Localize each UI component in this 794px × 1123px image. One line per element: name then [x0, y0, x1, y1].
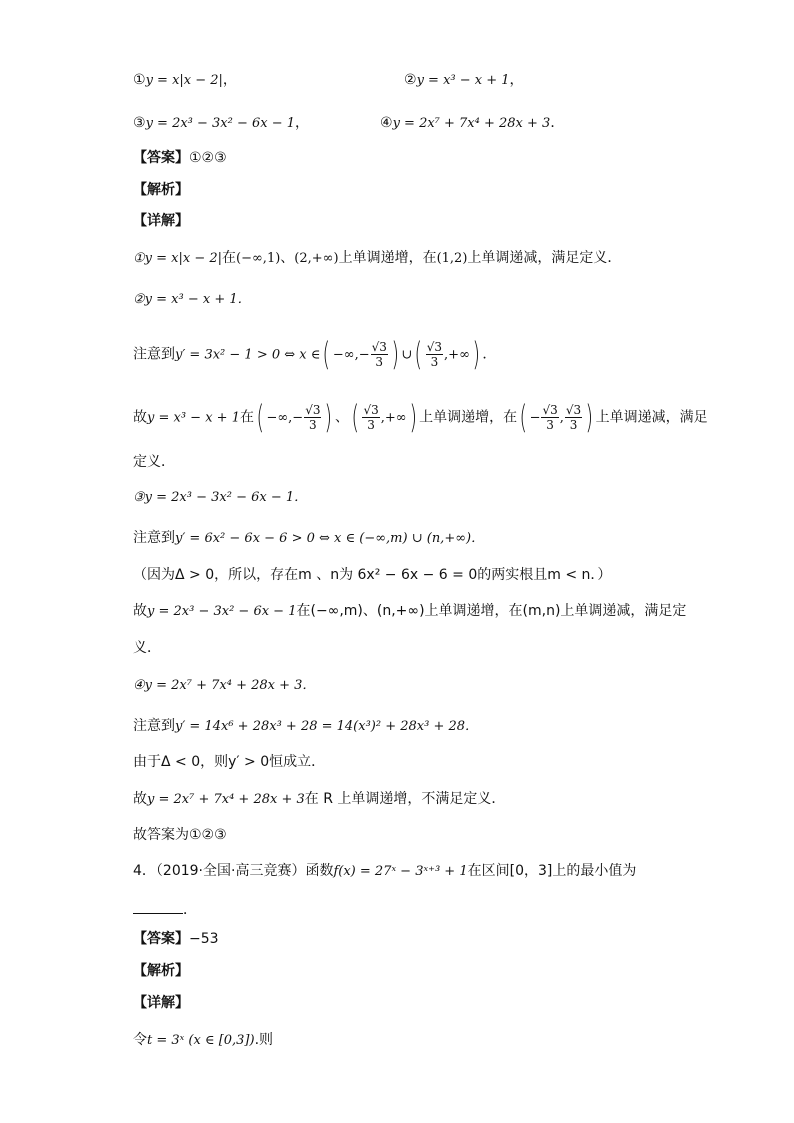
- q4-stem: [133, 861, 636, 882]
- q4-l1-text-b: .则: [254, 1032, 274, 1048]
- fraction-denominator: 3: [375, 355, 384, 369]
- q4-blank-line: [133, 899, 197, 920]
- fraction-numerator: √3: [371, 340, 387, 354]
- q4-blank-tail: ．: [183, 902, 197, 918]
- item-3-tail: ，: [295, 115, 310, 131]
- q3-l4-text-b: 在: [239, 409, 254, 426]
- q3-line-4: 故y = x³ − x + 1在( −∞,− $\frac{√3}{3}$ ) 、( $\frac{√3}{3}$ ,+∞) 上单调递增，在( − $\frac{√3}{3}$ , $\frac{√3}{3}$ ) 上单调递减，满足: [133, 397, 708, 436]
- fraction-denominator: 3: [430, 355, 439, 369]
- q3-l1-text-b: 上单调递增，在: [338, 250, 437, 266]
- item-1-expr: y = x|x − 2|: [145, 73, 223, 88]
- q4-answer-value: −53: [189, 931, 219, 947]
- q3-line-10: 义．: [133, 640, 161, 656]
- paren-close: ): [585, 397, 594, 436]
- paren-open: (: [414, 334, 423, 373]
- item-4-mark: ④: [380, 115, 393, 131]
- q3-l11-expr: ④y = 2x⁷ + 7x⁴ + 28x + 3．: [133, 678, 316, 693]
- q3-l1-text-c: 上单调递减，满足定义．: [467, 250, 622, 266]
- q3-l1-text-a: 在: [222, 250, 237, 266]
- q3-l6-expr: ③y = 2x³ − 3x² − 6x − 1．: [133, 490, 308, 505]
- q3-line-12: [133, 716, 478, 737]
- paren-close: ): [391, 334, 399, 373]
- q3-line-13: 由于Δ < 0，则y′ > 0恒成立．: [133, 754, 326, 770]
- item-3: [133, 113, 309, 134]
- q3-l1-interval-c: (1,2): [436, 251, 468, 266]
- fraction-numerator: √3: [363, 403, 379, 417]
- item-3-mark: ③: [133, 115, 146, 131]
- q3-l7-expr: y′ = 6x² − 6x − 6 > 0 ⇔ x ∈ (−∞,m) ∪ (n,+∞)．: [175, 531, 485, 546]
- q3-l14-text-b: 在 R 上单调递增，不满足定义．: [304, 791, 506, 807]
- item-2-tail: ，: [509, 72, 524, 88]
- paren-close: ): [324, 397, 333, 436]
- q4-stem-a: 函数: [305, 863, 334, 879]
- q4-detail-label: 【详解】: [133, 995, 189, 1011]
- q3-line-3: 注意到y′ = 3x² − 1 > 0 ⇔ x ∈( −∞,− $\frac{√3}{3}$ ) ∪( $\frac{√3}{3}$ ,+∞) ．: [133, 334, 497, 373]
- q3-detail-label: 【详解】: [133, 213, 189, 229]
- item-1-tail: ，: [222, 72, 237, 88]
- q4-source: （2019·全国·高三竞赛）: [155, 863, 306, 879]
- q3-l9-text-a: 故: [133, 603, 147, 619]
- q3-l7-text: 注意到: [133, 530, 175, 546]
- paren-close: ): [409, 397, 417, 436]
- fraction-sqrt3-over-3: [426, 340, 443, 369]
- q4-l1-expr: t = 3ˣ (x ∈ [0,3]): [147, 1033, 255, 1048]
- q3-line-5: 定义．: [133, 454, 175, 470]
- q3-l4-text-c: 上单调递增，在: [419, 409, 518, 426]
- q3-line-14: [133, 789, 505, 810]
- q4-l1-text-a: 令: [133, 1032, 147, 1048]
- union-symbol: ∪: [401, 347, 413, 363]
- fraction-numerator: √3: [305, 403, 321, 417]
- q3-l1-interval-a: (−∞,1): [236, 251, 281, 266]
- q3-l9-expr: y = 2x³ − 3x² − 6x − 1: [147, 604, 297, 619]
- item-4: [380, 113, 564, 134]
- q3-answer-label: 【答案】: [133, 150, 189, 166]
- q3-line-15: 故答案为①②③: [133, 827, 227, 843]
- paren-open: (: [256, 397, 264, 436]
- item-2-mark: ②: [404, 72, 417, 88]
- q3-answer: [133, 148, 227, 168]
- fraction-sqrt3-over-3: [371, 340, 388, 369]
- q3-line-8: [133, 565, 611, 585]
- q3-l1-interval-b: (2,+∞): [294, 251, 339, 266]
- q3-l4-text-d: 上单调递减，满足: [595, 409, 708, 426]
- item-3-expr: y = 2x³ − 3x² − 6x − 1: [145, 116, 296, 131]
- paren-open: (: [519, 397, 528, 436]
- q3-l12-expr: y′ = 14x⁶ + 28x³ + 28 = 14(x³)² + 28x³ + 28．: [175, 719, 479, 734]
- item-2: [404, 70, 524, 91]
- fraction-denominator: 3: [309, 418, 317, 432]
- neg-inf-text: −∞,−: [332, 347, 370, 363]
- fraction-denominator: 3: [367, 418, 375, 432]
- q3-l9-text-b: 在(−∞,m)、(n,+∞)上单调递增，在(m,n)上单调递减，满足定: [296, 603, 687, 619]
- q4-analysis-label: 【解析】: [133, 963, 189, 979]
- paren-open: (: [322, 334, 331, 373]
- pos-inf-text: ,+∞: [444, 347, 470, 363]
- neg-inf-text: −∞,−: [266, 410, 304, 426]
- q3-l1-expr: ①y = x|x − 2|: [133, 251, 223, 266]
- fraction-sqrt3-over-3: [541, 403, 558, 432]
- q4-line-1: [133, 1030, 273, 1051]
- q3-l8-text: （因为Δ > 0，所以，存在m 、n为 6x² − 6x − 6 = 0的两实根且m < n．）: [133, 567, 612, 583]
- fraction-sqrt3-over-3: [362, 403, 379, 432]
- paren-open: (: [351, 397, 359, 436]
- q3-l14-text-a: 故: [133, 791, 147, 807]
- q3-l4-text-a: 故: [133, 409, 147, 426]
- item-1-mark: ①: [133, 72, 146, 88]
- fraction-numerator: √3: [542, 403, 558, 417]
- item-4-expr: y = 2x⁷ + 7x⁴ + 28x + 3: [392, 116, 551, 131]
- fraction-sqrt3-over-3: [304, 403, 321, 432]
- q3-l3-expr: y′ = 3x² − 1 > 0 ⇔ x ∈: [175, 347, 321, 363]
- q4-answer-label: 【答案】: [133, 931, 189, 947]
- answer-blank: [133, 899, 183, 914]
- q3-l4-expr: y = x³ − x + 1: [147, 410, 240, 426]
- fraction-sqrt3-over-3: [565, 403, 582, 432]
- q3-answer-value: ①②③: [189, 150, 227, 166]
- q3-analysis-label: 【解析】: [133, 182, 189, 198]
- item-4-tail: ．: [550, 115, 565, 131]
- q3-line-7: [133, 528, 484, 549]
- q3-line-11: [133, 675, 315, 696]
- q3-line-9: [133, 601, 686, 622]
- q3-l1-sep: 、: [280, 250, 295, 266]
- fraction-numerator: √3: [426, 340, 443, 354]
- fraction-numerator: √3: [565, 403, 582, 417]
- q3-l3-text: 注意到: [133, 346, 175, 363]
- fraction-denominator: 3: [569, 418, 578, 432]
- paren-close: ): [472, 334, 480, 373]
- q4-stem-expr: f(x) = 27ˣ − 3ˣ⁺³ + 1: [333, 864, 468, 879]
- pos-inf-text: ,+∞: [380, 410, 407, 426]
- q4-answer: [133, 929, 219, 949]
- q3-l12-text: 注意到: [133, 718, 175, 734]
- q3-l2-expr: ②y = x³ − x + 1．: [133, 292, 251, 307]
- q3-l4-sep: 、: [334, 409, 349, 426]
- q3-l14-expr: y = 2x⁷ + 7x⁴ + 28x + 3: [147, 792, 305, 807]
- item-1: [133, 70, 237, 91]
- q4-stem-b: 在区间[0，3]上的最小值为: [467, 863, 637, 879]
- fraction-denominator: 3: [546, 418, 554, 432]
- item-2-expr: y = x³ − x + 1: [416, 73, 510, 88]
- q3-line-2: [133, 289, 251, 310]
- q4-number: 4．: [133, 863, 156, 879]
- q3-line-1: [133, 248, 621, 269]
- q3-line-6: [133, 487, 307, 508]
